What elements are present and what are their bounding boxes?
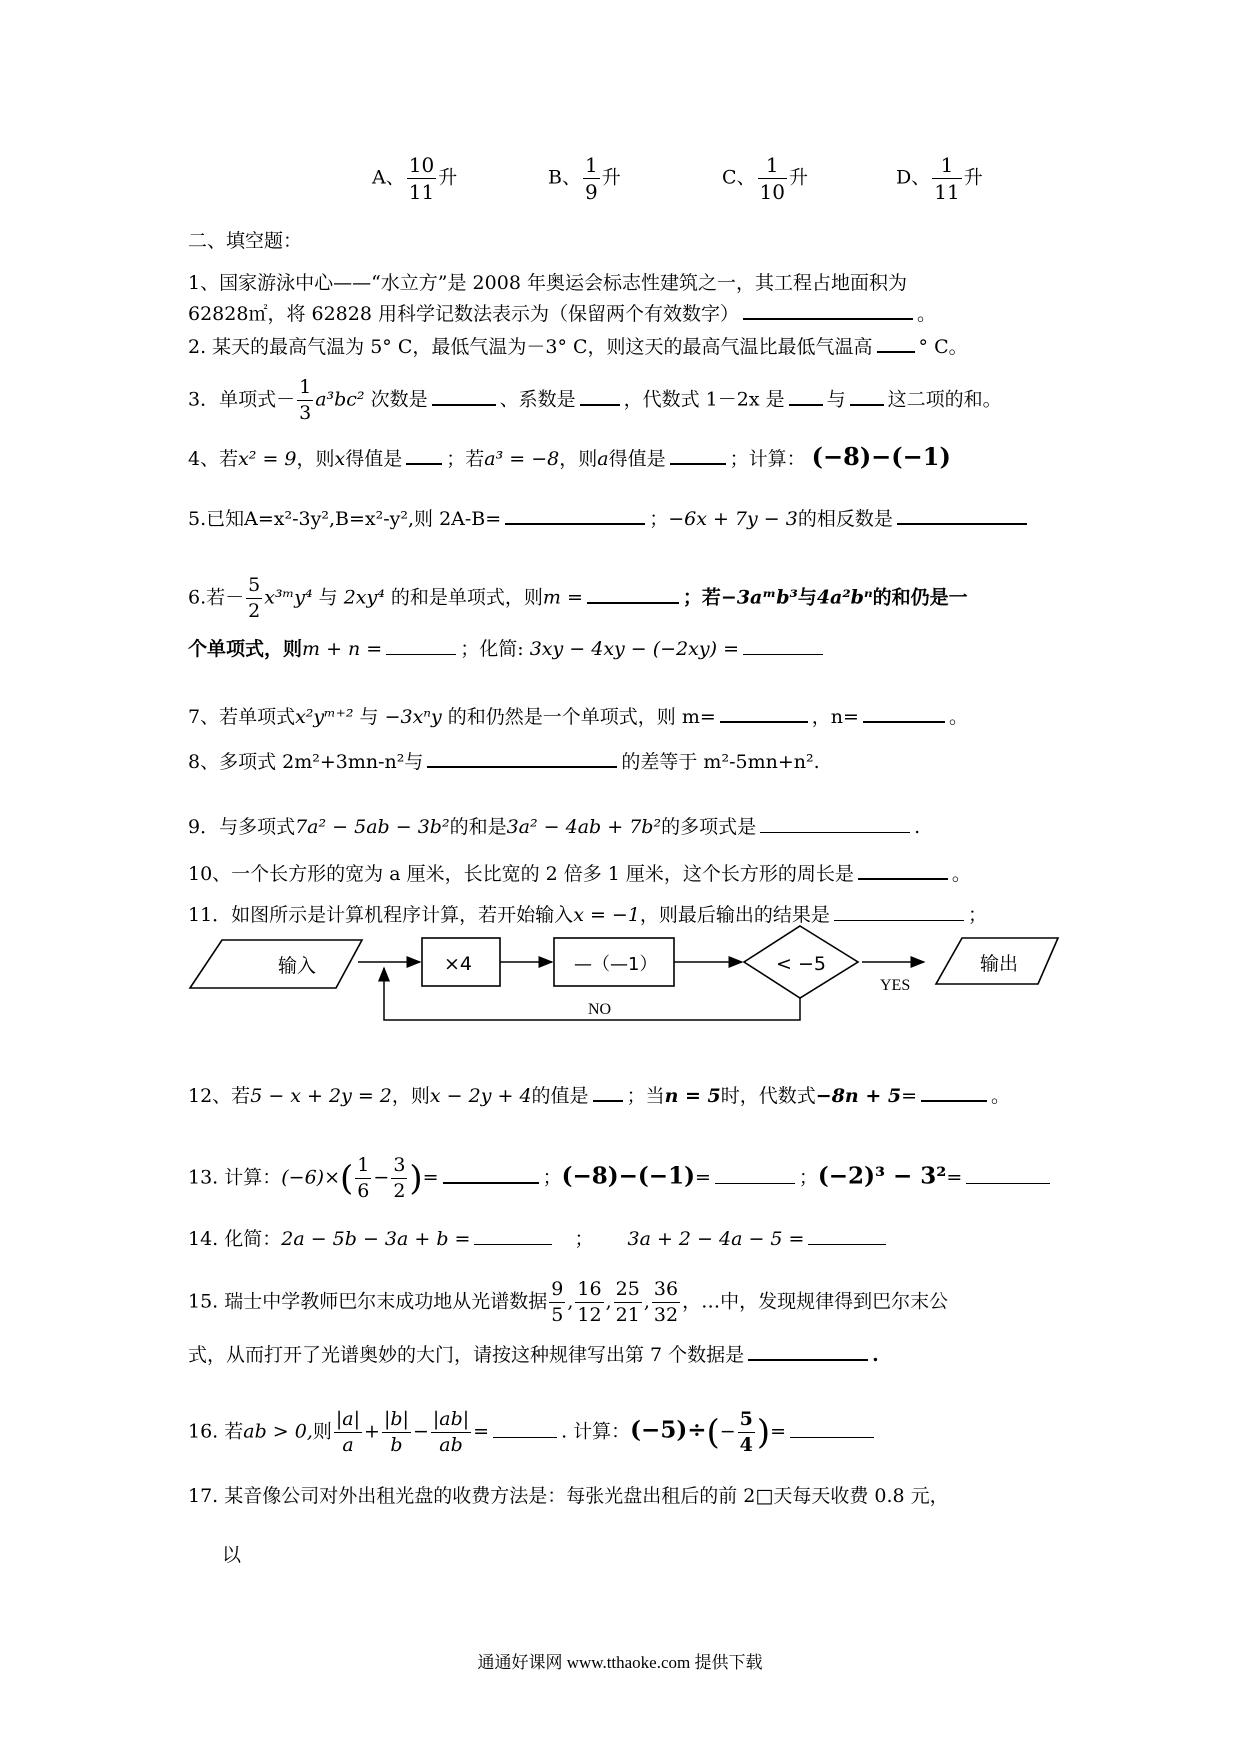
q16-blank-1[interactable] — [493, 1436, 557, 1438]
q15-frac-2: $\frac{16}{12}$ — [577, 1278, 602, 1326]
option-a: A、 $\frac{10}{11}$ 升 — [372, 153, 458, 204]
q15-frac-1: $\frac{9}{5}$ — [551, 1278, 564, 1326]
q1-line1: 1、国家游泳中心——“水立方”是 2008 年奥运会标志性建筑之一，其工程占地面积为 — [188, 272, 907, 294]
q12: 12、若5 − x + 2y = 2，则x − 2y + 4的值是 ；当n = 5时，代数式−8n + 5= 。 — [188, 1085, 1011, 1107]
q17-line2: 以 — [222, 1544, 242, 1566]
q13: 13. 计算：(−6)×( $\frac{1}{6}$ − $\frac{3}{2}$ )= ；(−8)−(−1)= ；(−2)³ − 3²= — [188, 1156, 1054, 1201]
q13-blank-3[interactable] — [966, 1182, 1050, 1184]
q12-blank-expr[interactable] — [921, 1099, 987, 1102]
q14-blank-2[interactable] — [808, 1243, 886, 1245]
q12-blank-value[interactable] — [593, 1099, 623, 1102]
q16: 16. 若ab > 0,则 $\frac{|a|}{a}$ + $\frac{|b|}{b}$ − $\frac{|ab|}{ab}$ = . 计算：(−5)÷(− $\frac{5}{4}$ )= — [188, 1410, 878, 1455]
option-c: C、 $\frac{1}{10}$ 升 — [722, 153, 809, 204]
option-b: B、 $\frac{1}{9}$ 升 — [548, 153, 621, 204]
flow-condition-label: < −5 — [776, 953, 826, 975]
flow-input-label: 输入 — [278, 955, 317, 977]
option-d: D、 $\frac{1}{11}$ 升 — [896, 153, 983, 204]
q5: 5.已知A=x²-3y²,B=x²-y²,则 2A-B= ；−6x + 7y − 3的相反数是 — [188, 510, 1031, 529]
q13-blank-2[interactable] — [715, 1182, 795, 1184]
q17-line1: 17. 某音像公司对外出租光盘的收费方法是：每张光盘出租后的前 2□天每天收费 0.8 元， — [188, 1485, 949, 1507]
q10: 10、一个长方形的宽为 a 厘米，长比宽的 2 倍多 1 厘米，这个长方形的周长是 。 — [188, 863, 971, 885]
q6-line2: 个单项式，则m + n = ；化简: 3xy − 4xy − (−2xy) = — [188, 640, 827, 659]
flow-yes-label: YES — [880, 977, 911, 994]
q6: 6.若－ $\frac{5}{2}$ x³ᵐy⁴ 与 2xy⁴ 的和是单项式，则m = ；若−3aᵐb³与4a²bⁿ的和仍是一 — [188, 574, 968, 622]
q15-frac-3: $\frac{25}{21}$ — [615, 1278, 640, 1326]
q16-blank-2[interactable] — [790, 1436, 874, 1438]
q14-blank-1[interactable] — [474, 1243, 552, 1245]
q8: 8、多项式 2m²+3mn-n²与 的差等于 m²-5mn+n². — [188, 751, 820, 773]
q14: 14. 化简：2a − 5b − 3a + b = ； 3a + 2 − 4a − 5 = — [188, 1230, 890, 1249]
q1-line2: 62828㎡，将 62828 用科学记数法表示为（保留两个有效数字） 。 — [188, 303, 936, 325]
flow-minus-label: —（—1） — [574, 954, 658, 975]
flow-output-label: 输出 — [980, 953, 1019, 975]
footer: 通通好课网 www.tthaoke.com 提供下载 — [477, 1653, 763, 1672]
q15-blank[interactable] — [748, 1358, 868, 1361]
flow-times-label: ×4 — [444, 953, 473, 975]
q3: 3．单项式－ $\frac{1}{3}$ a³bc² 次数是 、系数是 ，代数式 1－2x 是 与 这二项的和。 — [188, 376, 1002, 424]
section-title: 二、填空题： — [188, 230, 303, 252]
q2: 2. 某天的最高气温为 5° C，最低气温为－3° C，则这天的最高气温比最低气温高 ° C。 — [188, 336, 968, 358]
flow-input-shape — [190, 940, 362, 988]
q15: 15. 瑞士中学教师巴尔末成功地从光谱数据 $\frac{9}{5}$ , $\frac{16}{12}$ , $\frac{25}{21}$ , $\frac{36}{32}$ ，…中，发现规律得到巴尔末公 — [188, 1278, 949, 1326]
q15-line2: 式，从而打开了光谱奥妙的大门，请按这种规律写出第 7 个数据是 . — [188, 1344, 879, 1366]
q7: 7、若单项式x²yᵐ⁺² 与 −3xⁿy 的和仍然是一个单项式，则 m= ，n= 。 — [188, 706, 968, 728]
q13-blank-1[interactable] — [443, 1181, 539, 1184]
q11: 11．如图所示是计算机程序计算，若开始输入x = −1，则最后输出的结果是 ； — [188, 904, 987, 926]
q15-frac-4: $\frac{36}{32}$ — [653, 1278, 679, 1326]
q4: 4、若x² = 9，则x得值是 ；若a³ = −8，则a得值是 ；计算： (−8)−(−1) — [188, 442, 951, 471]
flow-no-label: NO — [588, 1001, 612, 1018]
q9: 9．与多项式7a² − 5ab − 3b²的和是3a² − 4ab + 7b²的多项式是 . — [188, 816, 921, 838]
